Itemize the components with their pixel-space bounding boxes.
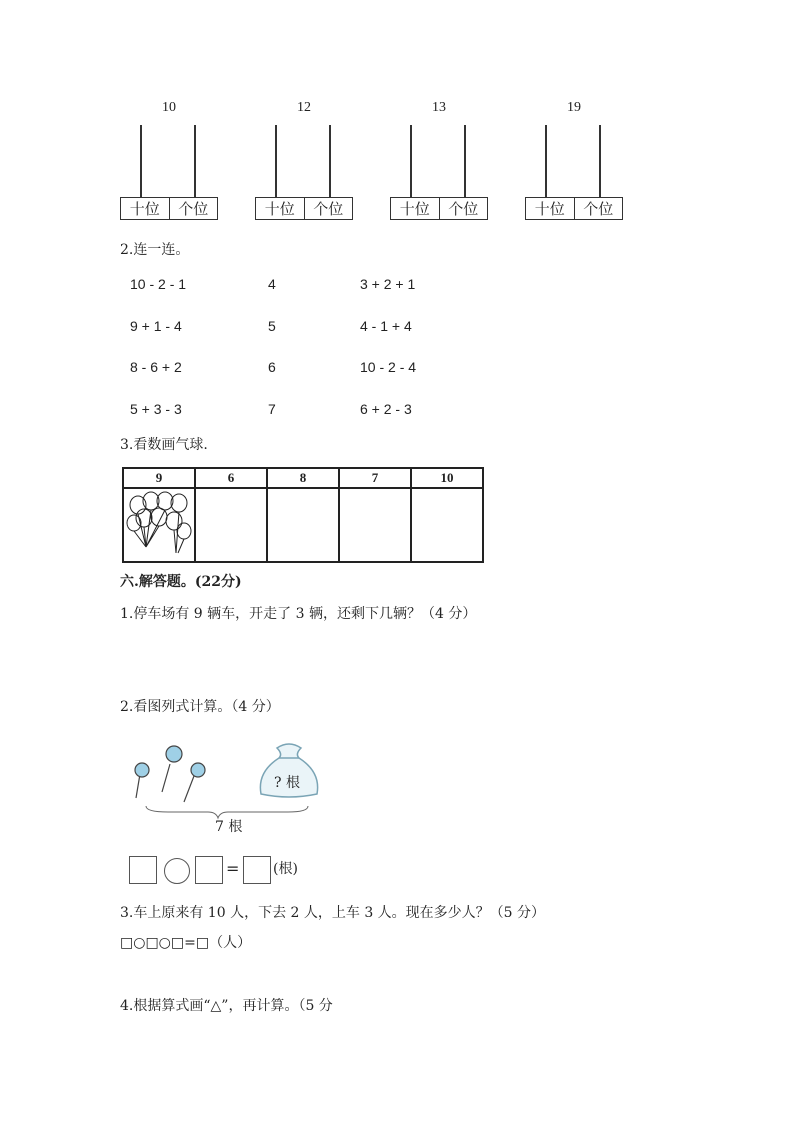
tens-place-label: 十位 [264, 200, 295, 218]
total-label: 7 根 [215, 819, 243, 835]
balloon-answer-cell[interactable] [195, 488, 267, 562]
right-expression[interactable]: 3 + 2 + 1 [360, 276, 416, 292]
abacus-19 [525, 100, 623, 218]
left-expression[interactable]: 10 - 2 - 1 [130, 276, 187, 292]
place-value-base [255, 197, 353, 220]
q2-title: 2.连一连。 [120, 242, 190, 258]
question-3: 3.车上原来有 10 人，下去 2 人，上车 3 人。现在多少人？（5 分） [120, 905, 546, 921]
abacus-12 [255, 100, 353, 218]
left-expression[interactable]: 9 + 1 - 4 [130, 318, 182, 334]
balloon-count-header: 9 [123, 468, 195, 488]
ones-rod [194, 125, 196, 198]
q3-title: 3.看数画气球. [120, 437, 208, 453]
answer-box[interactable] [129, 856, 157, 884]
ones-place-label: 个位 [439, 198, 488, 219]
middle-number[interactable]: 6 [268, 359, 276, 375]
balloon-answer-cell[interactable] [411, 488, 483, 562]
balloon-count-header: 10 [411, 468, 483, 488]
middle-number[interactable]: 7 [268, 401, 276, 417]
left-expression[interactable]: 5 + 3 - 3 [130, 401, 182, 417]
place-value-base [390, 197, 488, 220]
abacus-number: 19 [567, 100, 581, 115]
question-3-equation: □○□○□=□（人） [120, 935, 252, 951]
balloon-count-header: 7 [339, 468, 411, 488]
unit-label: (根) [273, 861, 298, 877]
question-4: 4.根据算式画“△”，再计算。（5 分 [120, 998, 333, 1014]
balloon-count-header: 8 [267, 468, 339, 488]
ones-place-label: 个位 [169, 198, 218, 219]
tens-rod [140, 125, 142, 198]
question-2: 2.看图列式计算。（4 分） [120, 699, 280, 715]
left-expression[interactable]: 8 - 6 + 2 [130, 359, 182, 375]
answer-box[interactable] [195, 856, 223, 884]
bag-icon [255, 740, 323, 802]
ones-place-label: 个位 [574, 198, 623, 219]
answer-box[interactable] [243, 856, 271, 884]
balloon-table [122, 467, 484, 563]
tens-rod [545, 125, 547, 198]
abacus-10 [120, 100, 218, 218]
ones-rod [599, 125, 601, 198]
operator-circle[interactable] [164, 858, 190, 884]
balloon-count-header: 6 [195, 468, 267, 488]
ones-rod [464, 125, 466, 198]
right-expression[interactable]: 4 - 1 + 4 [360, 318, 412, 334]
tens-rod [410, 125, 412, 198]
equals-sign: = [226, 859, 240, 878]
bag-label: ? 根 [274, 775, 300, 791]
middle-number[interactable]: 5 [268, 318, 276, 334]
middle-number[interactable]: 4 [268, 276, 276, 292]
place-value-base [120, 197, 218, 220]
abacus-13 [390, 100, 488, 218]
tens-rod [275, 125, 277, 198]
tens-place-label: 十位 [129, 200, 160, 218]
right-expression[interactable]: 10 - 2 - 4 [360, 359, 417, 375]
right-expression[interactable]: 6 + 2 - 3 [360, 401, 412, 417]
tens-place-label: 十位 [399, 200, 430, 218]
abacus-number: 13 [432, 100, 446, 115]
question-1: 1.停车场有 9 辆车，开走了 3 辆，还剩下几辆？（4 分） [120, 606, 477, 622]
balloon-example-cell [123, 488, 195, 562]
tens-place-label: 十位 [534, 200, 565, 218]
balloon-answer-cell[interactable] [267, 488, 339, 562]
balloons-icon [124, 489, 194, 557]
ones-place-label: 个位 [304, 198, 353, 219]
balloon-answer-cell[interactable] [339, 488, 411, 562]
abacus-number: 10 [162, 100, 176, 115]
abacus-number: 12 [297, 100, 311, 115]
ones-rod [329, 125, 331, 198]
place-value-base [525, 197, 623, 220]
section-title: 六.解答题。(22分) [120, 574, 242, 590]
